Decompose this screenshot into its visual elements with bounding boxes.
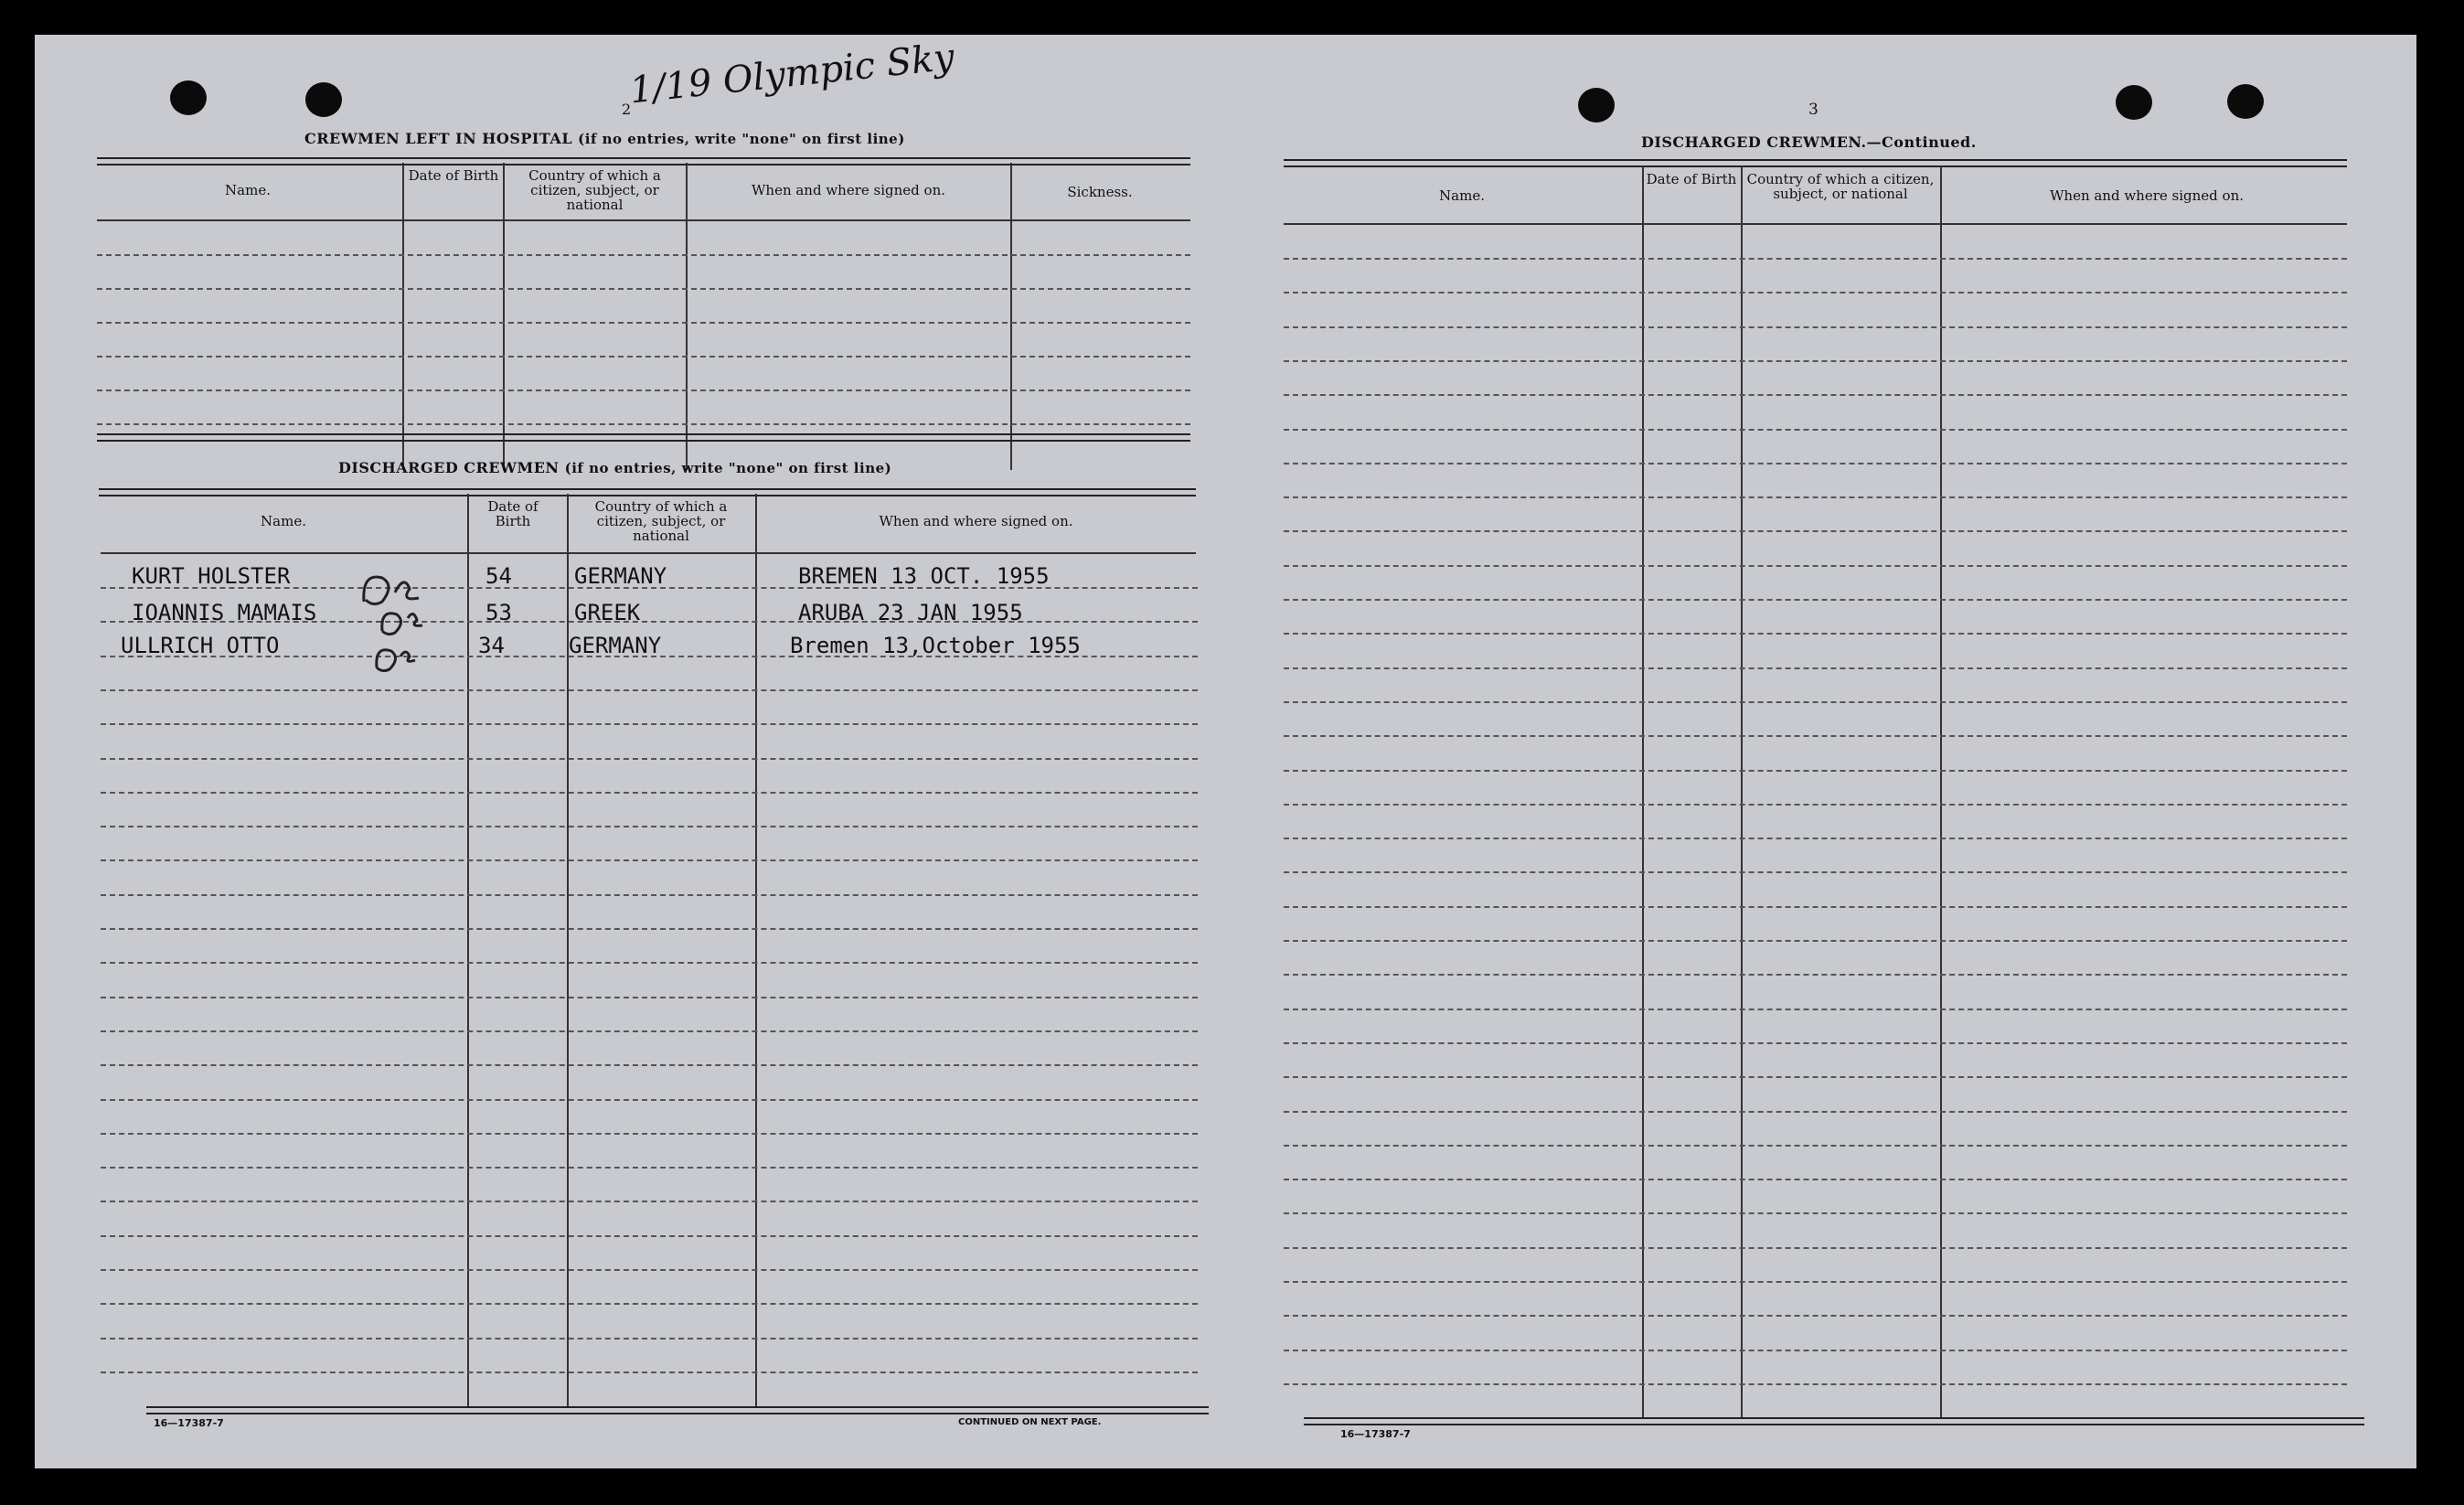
entry-line	[1284, 530, 2347, 532]
entry-line	[101, 1133, 1198, 1135]
column-header-name: Name.	[261, 513, 306, 529]
entry-line	[97, 390, 1190, 391]
crew-name: ULLRICH OTTO	[121, 633, 280, 658]
column-divider	[1741, 166, 1743, 1419]
entry-line	[1284, 770, 2347, 772]
double-rule	[99, 488, 1196, 496]
crew-country: GERMANY	[569, 633, 662, 658]
column-header-birth: Date of Birth	[1646, 171, 1737, 187]
header-rule	[1284, 223, 2347, 225]
entry-line	[1284, 258, 2347, 260]
entry-line	[101, 1372, 1198, 1373]
double-rule	[1304, 1417, 2364, 1425]
entry-line	[101, 997, 1198, 998]
entry-line	[101, 792, 1198, 794]
column-header-signed-on: When and where signed on.	[879, 513, 1073, 529]
entry-line	[101, 1303, 1198, 1305]
column-header-country: Country of which a citizen, subject, or national	[594, 498, 728, 544]
entry-line	[1284, 1315, 2347, 1317]
entry-line	[1284, 1179, 2347, 1180]
crew-name: IOANNIS MAMAIS	[132, 600, 317, 625]
document-sheet	[35, 35, 2416, 1468]
handwritten-annotation: 1/19 Olympic Sky	[627, 36, 956, 112]
entry-line	[1284, 871, 2347, 873]
page-number: 3	[1808, 101, 1819, 119]
entry-line	[1284, 906, 2347, 908]
double-rule	[97, 433, 1190, 442]
column-header-birth: Date of Birth	[487, 498, 539, 529]
column-divider	[467, 494, 469, 1408]
entry-line	[1284, 735, 2347, 737]
entry-line	[97, 254, 1190, 256]
column-header-signed-on: When and where signed on.	[751, 182, 945, 198]
entry-line	[1284, 1350, 2347, 1351]
entry-line	[1284, 565, 2347, 567]
column-divider	[1940, 166, 1942, 1419]
header-rule	[101, 552, 1196, 554]
column-header-name: Name.	[225, 182, 271, 198]
entry-line	[101, 723, 1198, 725]
handwritten-initials	[355, 565, 455, 675]
entry-line	[1284, 633, 2347, 635]
column-divider	[1642, 166, 1644, 1419]
entry-line	[97, 423, 1190, 425]
column-divider	[567, 494, 569, 1408]
form-number: 16—17387-7	[154, 1417, 224, 1429]
entry-line	[1284, 838, 2347, 839]
crew-country: GERMANY	[574, 563, 667, 589]
entry-line	[101, 928, 1198, 930]
entry-line	[1284, 1247, 2347, 1249]
entry-line	[101, 1338, 1198, 1340]
crew-birth: 53	[485, 600, 512, 625]
entry-line	[1284, 1009, 2347, 1010]
crew-birth: 54	[485, 563, 512, 589]
entry-line	[101, 689, 1198, 691]
entry-line	[1284, 496, 2347, 498]
discharged-section-title: DISCHARGED CREWMEN (if no entries, write "none" on first line)	[338, 459, 892, 476]
entry-line	[97, 322, 1190, 324]
entry-line	[101, 894, 1198, 896]
crew-signed-on: BREMEN 13 OCT. 1955	[798, 563, 1050, 589]
entry-line	[97, 288, 1190, 290]
entry-line	[1284, 804, 2347, 806]
entry-line	[101, 1099, 1198, 1101]
entry-line	[101, 1269, 1198, 1271]
header-rule	[97, 219, 1190, 221]
entry-line	[101, 859, 1198, 861]
continued-note: CONTINUED ON NEXT PAGE.	[958, 1417, 1102, 1427]
column-header-country: Country of which a citizen, subject, or national	[528, 167, 661, 213]
column-header-sickness: Sickness.	[1067, 184, 1133, 200]
entry-line	[1284, 1042, 2347, 1044]
double-rule	[146, 1406, 1209, 1414]
entry-line	[101, 1030, 1198, 1032]
entry-line	[1284, 1281, 2347, 1283]
column-divider	[755, 494, 757, 1408]
entry-line	[1284, 1383, 2347, 1385]
entry-line	[1284, 360, 2347, 362]
entry-line	[1284, 599, 2347, 601]
column-header-country: Country of which a citizen, subject, or national	[1746, 171, 1935, 202]
entry-line	[1284, 292, 2347, 294]
double-rule	[1284, 159, 2347, 167]
entry-line	[1284, 940, 2347, 942]
column-header-signed-on: When and where signed on.	[2049, 187, 2244, 204]
entry-line	[1284, 974, 2347, 976]
hospital-section-title: CREWMEN LEFT IN HOSPITAL (if no entries, write "none" on first line)	[304, 130, 905, 147]
entry-line	[101, 1064, 1198, 1066]
entry-line	[101, 1167, 1198, 1169]
entry-line	[97, 356, 1190, 358]
entry-line	[1284, 394, 2347, 396]
crew-signed-on: ARUBA 23 JAN 1955	[798, 600, 1023, 625]
entry-line	[1284, 1111, 2347, 1113]
double-rule	[97, 157, 1190, 165]
entry-line	[1284, 1212, 2347, 1214]
crew-country: GREEK	[574, 600, 641, 625]
entry-line	[1284, 326, 2347, 328]
entry-line	[101, 826, 1198, 827]
column-header-name: Name.	[1439, 187, 1485, 204]
crew-signed-on: Bremen 13,October 1955	[790, 633, 1081, 658]
right-page	[1223, 35, 2416, 1468]
entry-line	[101, 758, 1198, 760]
entry-line	[101, 1201, 1198, 1202]
discharged-continued-title: DISCHARGED CREWMEN.—Continued.	[1641, 133, 1977, 151]
entry-line	[101, 962, 1198, 964]
entry-line	[1284, 429, 2347, 431]
entry-line	[1284, 463, 2347, 464]
entry-line	[1284, 1145, 2347, 1147]
entry-line	[1284, 701, 2347, 703]
annotation-number: 2	[622, 101, 632, 118]
entry-line	[1284, 1076, 2347, 1078]
left-page	[35, 35, 1223, 1468]
form-number: 16—17387-7	[1340, 1428, 1411, 1440]
entry-line	[1284, 667, 2347, 669]
crew-birth: 34	[478, 633, 505, 658]
crew-name: KURT HOLSTER	[132, 563, 291, 589]
entry-line	[101, 1235, 1198, 1237]
column-header-birth: Date of Birth	[408, 167, 499, 184]
